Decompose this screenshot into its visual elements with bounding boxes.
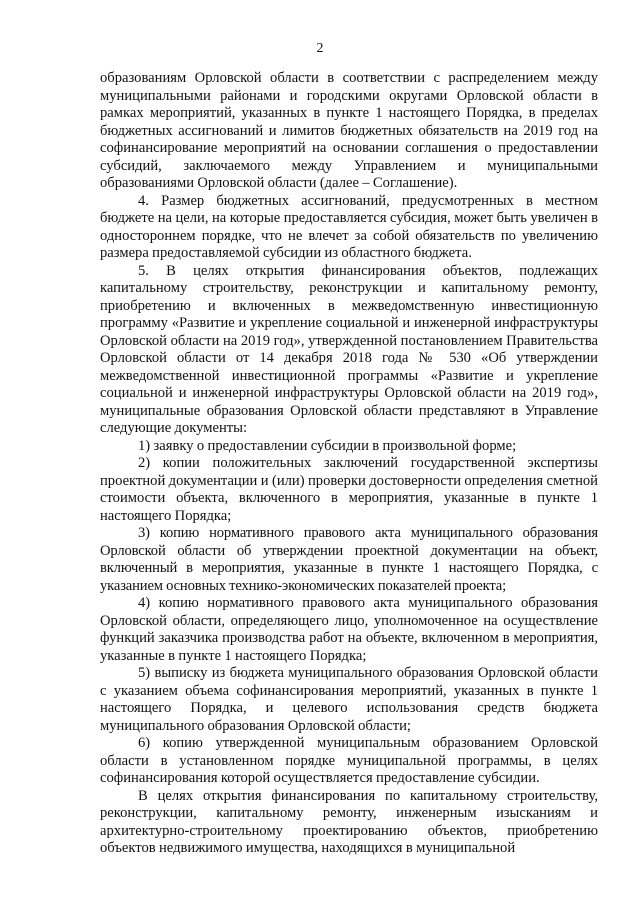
list-item-4: 4) копию нормативного правового акта муниципального образования Орловской области, определяющего лицо, уполномоченное на осуществление функций заказчика производства работ на объекте, включенном в мероприятия, указанные в пункте 1 настоящего Порядка; [100, 595, 598, 664]
paragraph-continuation: образованиям Орловской области в соответствии с распределением между муниципальными районами и городскими округами Орловской области в рамках мероприятий, указанных в пункте 1 настоящего Порядка, в пределах бюджетных ассигнований и лимитов бюджетных обязательств на 2019 год на софинансирование мероприятий на основании соглашения о предоставлении субсидий, заключаемого между Управлением и муниципальными образованиями Орловской области (далее – Соглашение). [100, 70, 598, 191]
page-number: 2 [316, 41, 324, 56]
document-body [100, 70, 598, 858]
list-item-5: 5) выписку из бюджета муниципального образования Орловской области с указанием объема софинансирования мероприятий, указанных в пункте 1 настоящего Порядка, и целевого использования средств бюджета муниципального образования Орловской области; [100, 665, 598, 734]
list-item-1: 1) заявку о предоставлении субсидии в произвольной форме; [138, 437, 517, 454]
paragraph-item-4: 4. Размер бюджетных ассигнований, предусмотренных в местном бюджете на цели, на которые предоставляется субсидия, может быть увеличен в одностороннем порядке, что не влечет за собой обязательств по увеличению размера предоставляемой субсидии из областного бюджета. [100, 192, 598, 261]
list-item-2: 2) копии положительных заключений государственной экспертизы проектной документации и (или) проверки достоверности определения сметной стоимости объекта, включенного в мероприятия, указанные в пункте 1 настоящего Порядка; [100, 455, 598, 524]
paragraph-financing-intro: В целях открытия финансирования по капитальному строительству, реконструкции, капитальному ремонту, инженерным изысканиям и архитектурно-строительному проектированию объектов, приобретению объектов недвижимого имущества, находящихся в муниципальной [100, 787, 598, 856]
paragraph-item-5: 5. В целях открытия финансирования объектов, подлежащих капитальному строительству, реконструкции и капитальному ремонту, приобретению и включенных в межведомственную инвестиционную программу «Развитие и укрепление социальной и инженерной инфраструктуры Орловской области на 2019 год», утвержденной постановлением Правительства Орловской области от 14 декабря 2018 года № 530 «Об утверждении межведомственной инвестиционной программы «Развитие и укрепление социальной и инженерной инфраструктуры Орловской области на 2019 год», муниципальные образования Орловской области представляют в Управление следующие документы: [100, 262, 598, 436]
list-item-3: 3) копию нормативного правового акта муниципального образования Орловской области об утверждении проектной документации на объект, включенный в мероприятия, указанные в пункте 1 настоящего Порядка, с указанием основных технико-экономических показателей проекта; [100, 525, 598, 594]
list-item-6: 6) копию утвержденной муниципальным образованием Орловской области в установленном порядке муниципальной программы, в целях софинансирования которой осуществляется предоставление субсидии. [100, 735, 598, 786]
